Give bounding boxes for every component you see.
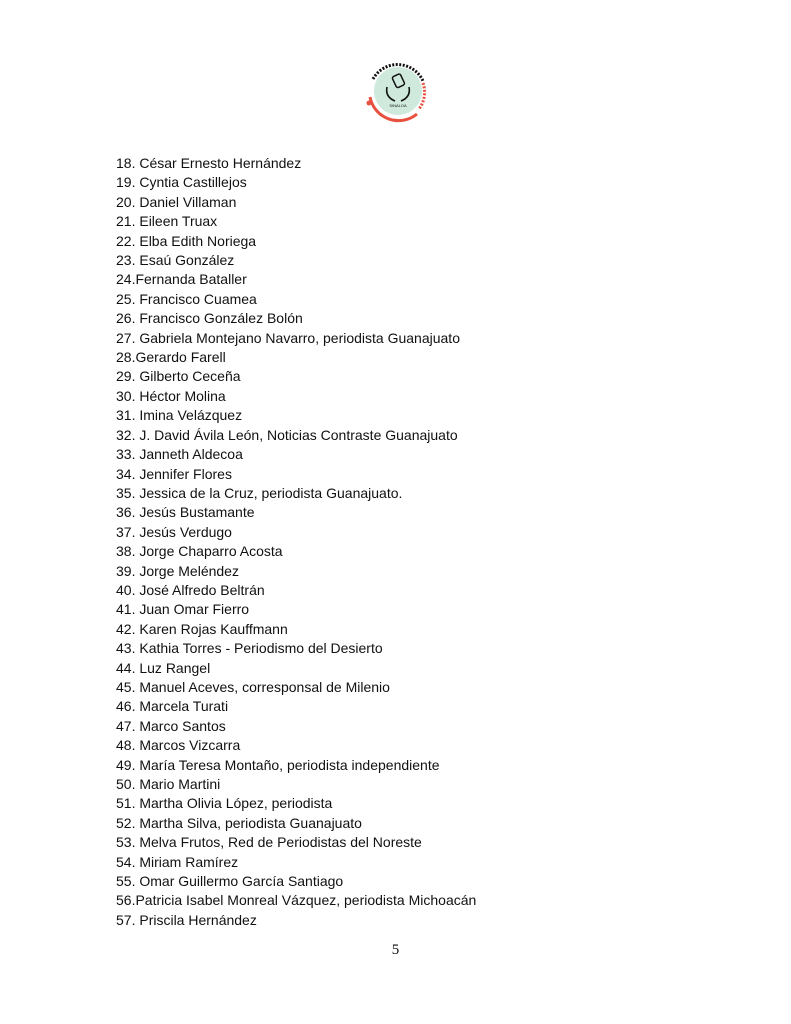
list-item: 54. Miriam Ramírez (116, 853, 239, 870)
list-item: 24.Fernanda Bataller (116, 271, 247, 288)
list-item: 29. Gilberto Ceceña (116, 368, 241, 385)
list-item: 41. Juan Omar Fierro (116, 601, 250, 618)
list-item: 51. Martha Olivia López, periodista (116, 795, 333, 812)
list-item: 45. Manuel Aceves, corresponsal de Milenio (116, 678, 390, 695)
list-item: 20. Daniel Villaman (116, 193, 237, 210)
list-item: 28.Gerardo Farell (116, 349, 226, 366)
page-number: 5 (391, 942, 400, 958)
list-item: 27. Gabriela Montejano Navarro, periodista Guanajuato (116, 329, 460, 346)
list-item: 39. Jorge Meléndez (116, 562, 239, 579)
list-item: 23. Esaú González (116, 252, 235, 269)
list-item: 47. Marco Santos (116, 717, 226, 734)
participant-list (116, 154, 476, 930)
list-item: 35. Jessica de la Cruz, periodista Guanajuato. (116, 484, 403, 501)
list-item: 25. Francisco Cuamea (116, 290, 257, 307)
list-item: 40. José Alfredo Beltrán (116, 581, 265, 598)
list-item: 46. Marcela Turati (116, 698, 229, 715)
list-item: 33. Janneth Aldecoa (116, 446, 243, 463)
list-item: 42. Karen Rojas Kauffmann (116, 620, 288, 637)
list-item: 32. J. David Ávila León, Noticias Contraste Guanajuato (116, 426, 458, 443)
list-item: 37. Jesús Verdugo (116, 523, 232, 540)
list-item: 53. Melva Frutos, Red de Periodistas del Noreste (116, 834, 422, 851)
list-item: 34. Jennifer Flores (116, 465, 232, 482)
list-item: 18. César Ernesto Hernández (116, 155, 302, 171)
list-item: 36. Jesús Bustamante (116, 504, 255, 521)
list-item: 21. Eileen Truax (116, 213, 218, 230)
logo-sinaloa-text: SINALOA (389, 103, 407, 108)
list-item: 30. Héctor Molina (116, 387, 226, 404)
list-item: 26. Francisco González Bolón (116, 310, 303, 327)
list-item: 52. Martha Silva, periodista Guanajuato (116, 814, 362, 831)
list-item: 56.Patricia Isabel Monreal Vázquez, periodista Michoacán (116, 892, 477, 909)
list-item: 57. Priscila Hernández (116, 911, 257, 928)
list-item: 43. Kathia Torres - Periodismo del Desierto (116, 640, 383, 657)
list-item: 44. Luz Rangel (116, 659, 211, 676)
organization-logo (357, 53, 439, 129)
list-item: 50. Mario Martini (116, 776, 221, 792)
list-item: 38. Jorge Chaparro Acosta (116, 543, 283, 560)
list-item: 19. Cyntia Castillejos (116, 174, 247, 191)
list-item: 22. Elba Edith Noriega (116, 232, 257, 249)
list-item: 55. Omar Guillermo García Santiago (116, 873, 344, 890)
list-item: 49. María Teresa Montaño, periodista independiente (116, 756, 440, 773)
list-item: 31. Imina Velázquez (116, 407, 243, 424)
list-item: 48. Marcos Vizcarra (116, 737, 241, 754)
